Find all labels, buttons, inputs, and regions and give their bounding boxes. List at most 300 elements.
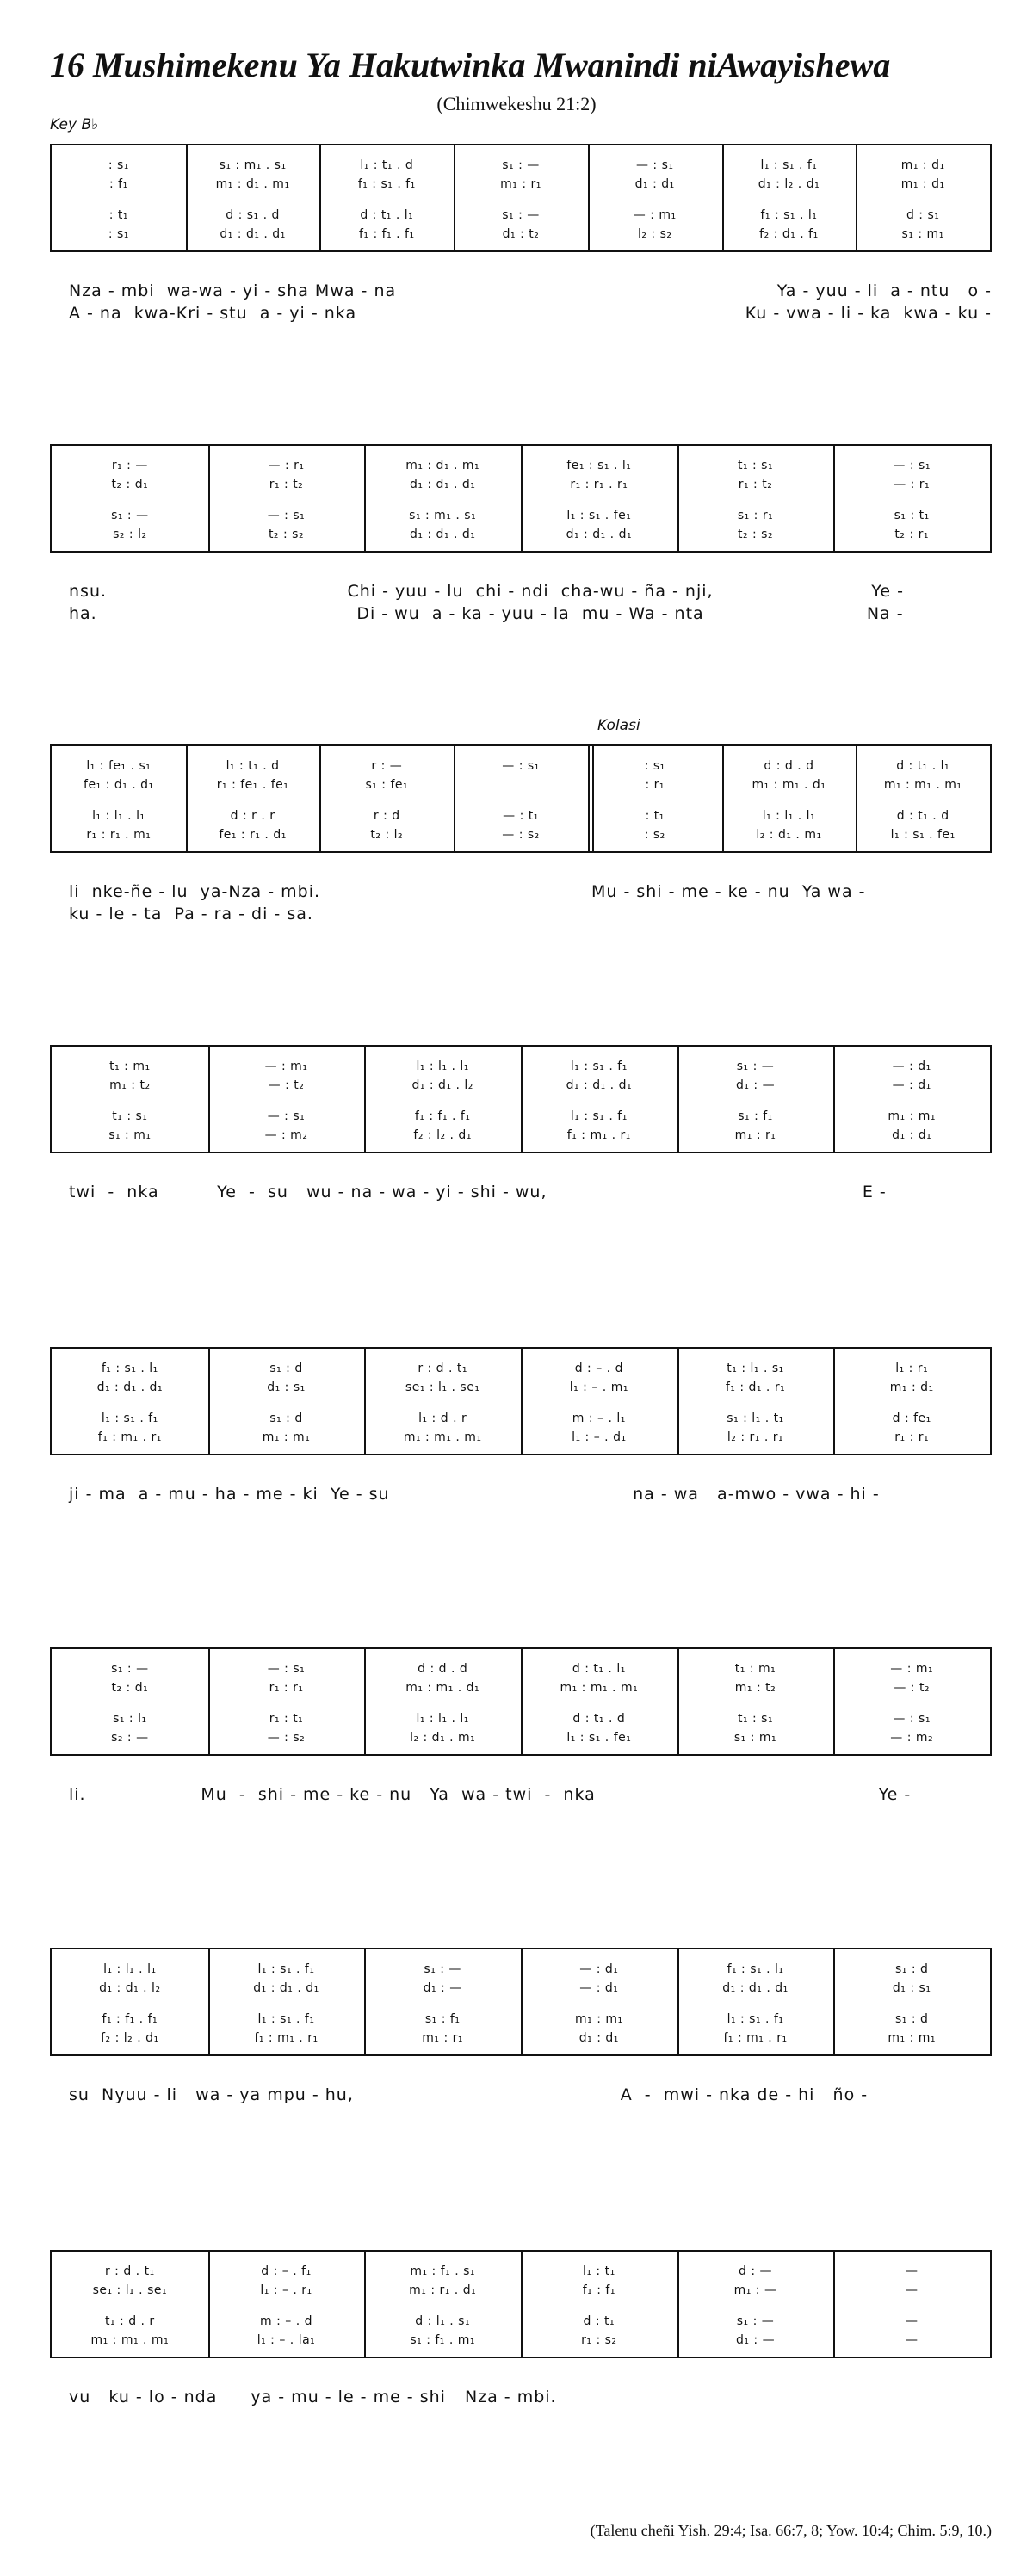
solfa-note: — : t₁ [503,809,539,823]
lyric-segment [866,880,992,903]
solfa-note: — [905,2333,919,2347]
solfa-note: d : d . d [418,1662,468,1676]
solfa-note: — : s₁ [635,158,674,172]
solfa-note: s₁ : f₁ [738,1109,773,1123]
solfa-note: r : d [373,809,400,823]
lyric-segment [478,2084,602,2106]
solfa-note: — : m₂ [264,1128,308,1142]
lyric-line [50,2408,992,2431]
solfa-note: s₁ : d [894,2012,929,2026]
solfa-note: l₁ : s₁ . f₁ [570,1109,628,1123]
solfa-note: s₁ : d [894,1962,929,1976]
solfa-note: s₁ : l₁ . t₁ [727,1412,784,1425]
solfa-note: l₁ : s₁ . f₁ [257,2012,315,2026]
solfa-note: fe₁ : d₁ . d₁ [84,778,154,792]
lyric-segment: su Nyuu - li wa - ya mpu - hu, [69,2085,354,2104]
solfa-note: r₁ : r₁ [269,1681,304,1695]
solfa-note: l₁ : s₁ . fe₁ [566,509,632,522]
solfa-note: d₁ : d₁ [634,177,675,191]
lyric-segment [238,1203,427,1226]
solfa-note: r₁ : fe₁ . fe₁ [216,778,289,792]
solfa-note: f₁ : s₁ . f₁ [357,177,416,191]
lyric-segment [803,2408,992,2431]
lyric-segment [516,280,637,302]
lyric-line [50,580,992,602]
solfa-note: l₁ : s₁ . f₁ [570,1059,628,1073]
solfa-note: r₁ : r₁ [894,1430,930,1444]
lyric-segment: ku - le - ta Pa - ra - di - sa. [69,905,313,924]
voice-part-row [52,1659,990,1678]
lyric-segment [803,1806,992,1828]
solfa-note: m₁ : d₁ . m₁ [215,177,290,191]
solfa-note: f₁ : d₁ . r₁ [725,1381,786,1394]
solfa-note: s₁ : f₁ . m₁ [410,2333,476,2347]
solfa-note: l₁ : t₁ [582,2264,615,2278]
solfa-note: f₁ : s₁ . l₁ [727,1962,784,1976]
solfa-note: l₁ : s₁ . f₁ [727,2012,784,2026]
solfa-note: d₁ : — [423,1981,462,1995]
lyric-segment [189,580,329,602]
solfa-note: m₁ : f₁ . s₁ [410,2264,476,2278]
solfa-note: m₁ : t₂ [734,1681,776,1695]
lyric-segment: li nke-ñe - lu ya-Nza - mbi. [69,882,321,901]
scripture-reference: (Chimwekeshu 21:2) [436,93,597,114]
solfa-note: — : r₁ [268,459,305,473]
solfa-note: t₁ : s₁ [737,459,774,473]
solfa-note: m₁ : r₁ [734,1128,776,1142]
solfa-note: s₁ : — [424,1962,461,1976]
voice-part-row [52,206,990,225]
solfa-note: d₁ : d₁ [578,2031,619,2045]
solfa-note: m₁ : m₁ [888,1109,936,1123]
lyric-segment [479,302,603,324]
voice-part-row [52,2010,990,2029]
solfa-note: s₁ : l₁ [113,1712,147,1726]
solfa-note: fe₁ : s₁ . l₁ [566,459,632,473]
solfa-note: t₁ : s₁ [112,1109,148,1123]
solfa-staff [50,1045,992,1153]
voice-part-row [52,757,990,775]
solfa-note: m₁ : d₁ . m₁ [405,459,480,473]
voice-part-row [52,1126,990,1145]
lyric-segment [427,1806,615,1828]
lyric-segment: Ye - su wu - na - wa - yi - shi - wu, [217,1183,547,1202]
lyric-segment: A - mwi - nka de - hi ño - [620,2085,869,2104]
solfa-note: d₁ : d₁ . d₁ [253,1981,319,1995]
solfa-staff [50,1948,992,2056]
lyric-segment: ha. [69,604,97,623]
voice-part-row [52,1076,990,1095]
lyric-segment [238,1806,427,1828]
solfa-note: s₁ : m₁ [901,227,944,241]
solfa-note: d : – . f₁ [261,2264,312,2278]
lyric-segment [615,1806,803,1828]
solfa-note: f₁ : f₁ . f₁ [414,1109,471,1123]
lyric-line [50,280,992,302]
lyric-segment: ji - ma a - mu - ha - me - ki Ye - su [69,1485,390,1504]
voice-part-row [52,2262,990,2281]
solfa-note: d₁ : — [735,2333,776,2347]
lyric-segment: Na - [866,604,904,623]
solfa-note: l₁ : – . la₁ [257,2333,316,2347]
solfa-note: — : d₁ [892,1078,931,1092]
lyric-segment: E - [862,1183,887,1202]
lyric-segment [628,2386,809,2408]
solfa-note: t₁ : s₁ [737,1712,774,1726]
voice-part-row [52,2331,990,2350]
solfa-staff [50,744,992,853]
solfa-note: — : s₁ [893,1712,931,1726]
solfa-note: r : d . t₁ [104,2264,155,2278]
lyric-segment: vu ku - lo - nda [69,2388,218,2406]
solfa-note: s₁ : fe₁ [365,778,409,792]
lyric-segment [313,903,483,925]
solfa-note: — : t₂ [894,1681,931,1695]
solfa-note: l₁ : s₁ . fe₁ [890,828,956,842]
lyric-segment: Nza - mbi. [464,2388,557,2406]
voice-part-row [52,175,990,194]
solfa-note: r₁ : t₁ [269,1712,304,1726]
solfa-note: t₁ : d . r [104,2314,155,2328]
solfa-note: d₁ : d₁ . l₂ [99,1981,161,1995]
solfa-note: s₂ : — [111,1731,149,1745]
solfa-note: s₁ : — [111,509,149,522]
solfa-note: s₁ : m₁ . s₁ [409,509,477,522]
solfa-note: s₁ : m₁ . s₁ [219,158,287,172]
solfa-note: m : – . d [260,2314,312,2328]
voice-part-row [52,456,990,475]
solfa-note: d : d . d [764,759,814,773]
lyric-segment [696,1181,844,1203]
solfa-note: f₂ : d₁ . f₁ [759,227,819,241]
solfa-note: m₁ : — [733,2283,777,2297]
solfa-note: t₂ : d₁ [111,1681,149,1695]
lyric-segment [396,280,516,302]
solfa-note: d₁ : d₁ . d₁ [409,478,476,491]
solfa-note: : t₁ [645,809,665,823]
solfa-note: d₁ : d₁ [892,1128,932,1142]
lyric-segment [354,2084,478,2106]
solfa-note: l₁ : – . m₁ [569,1381,628,1394]
solfa-note: — : s₂ [502,828,540,842]
solfa-note: — : s₁ [893,459,931,473]
lyric-segment [483,903,653,925]
solfa-note: l₁ : t₁ . d [360,158,414,172]
solfa-note: f₁ : m₁ . r₁ [566,1128,631,1142]
solfa-note: m : – . l₁ [572,1412,626,1425]
solfa-note: — : s₁ [267,1662,306,1676]
lyric-line [50,1806,992,1828]
voice-part-row [52,1728,990,1747]
solfa-note: r₁ : r₁ . r₁ [570,478,628,491]
solfa-note: — : m₂ [890,1731,934,1745]
solfa-note: d : s₁ [906,208,940,222]
solfa-note: f₁ : s₁ . l₁ [101,1362,158,1375]
lyric-segment [50,1505,238,1528]
solfa-note: — : s₁ [267,509,306,522]
solfa-note: r : d . t₁ [418,1362,468,1375]
key-signature: Key B♭ [50,116,99,133]
lyric-segment [803,1203,992,1226]
voice-part-row [52,1107,990,1126]
solfa-note: m₁ : r₁ . d₁ [409,2283,477,2297]
solfa-note: d : t₁ [583,2314,615,2328]
solfa-note: s₂ : l₂ [113,528,147,541]
lyric-line [50,1505,992,1528]
solfa-note: s₁ : — [736,1059,775,1073]
solfa-note: se₁ : l₁ . se₁ [405,1381,480,1394]
solfa-note: l₁ : r₁ [895,1362,929,1375]
solfa-note: d₁ : d₁ . d₁ [566,1078,633,1092]
solfa-note: l₁ : l₁ . l₁ [762,809,816,823]
solfa-note: l₁ : – . d₁ [572,1430,627,1444]
solfa-note: m₁ : m₁ [888,2031,936,2045]
solfa-note: s₁ : m₁ [108,1128,152,1142]
solfa-note: s₁ : d [269,1362,303,1375]
solfa-note: f₁ : m₁ . r₁ [254,2031,319,2045]
lyric-segment: ya - mu - le - me - shi [251,2388,446,2406]
lyric-line [50,1483,992,1505]
lyric-line [50,1203,992,1226]
solfa-note: m₁ : d₁ [889,1381,934,1394]
solfa-note: — [905,2264,919,2278]
solfa-note: r₁ : r₁ . m₁ [86,828,152,842]
voice-part-row [52,1057,990,1076]
voice-part-row [52,1979,990,1998]
solfa-note: t₁ : m₁ [109,1059,151,1073]
solfa-note: t₂ : s₂ [268,528,305,541]
solfa-note: s₁ : — [502,158,540,172]
voice-part-row [52,1960,990,1979]
solfa-note: d : l₁ . s₁ [415,2314,471,2328]
voice-part-row [52,1359,990,1378]
solfa-staff [50,1647,992,1756]
solfa-note: : r₁ [645,778,665,792]
solfa-note: s₁ : r₁ [737,509,774,522]
lyric-segment [427,1203,615,1226]
solfa-note: — : d₁ [579,1981,619,1995]
lyric-segment [615,2106,803,2128]
chorus-label: Kolasi [597,717,640,734]
lyric-segment: nsu. [69,582,108,601]
solfa-note: m₁ : m₁ . m₁ [560,1681,639,1695]
solfa-staff [50,444,992,553]
voice-part-row [52,1678,990,1697]
lyric-segment [427,2408,615,2431]
voice-part-row [52,225,990,244]
solfa-note: d₁ : d₁ . d₁ [409,528,476,541]
solfa-note: t₁ : l₁ . s₁ [727,1362,784,1375]
solfa-note: — : m₁ [890,1662,934,1676]
lyric-segment [238,2106,427,2128]
solfa-note: d : t₁ . l₁ [360,208,414,222]
solfa-note [454,775,588,794]
solfa-note: l₂ : d₁ . m₁ [756,828,822,842]
lyric-segment [427,2106,615,2128]
voice-part-row [52,1378,990,1397]
solfa-note: t₂ : d₁ [111,478,149,491]
voice-part-row [52,775,990,794]
solfa-note: — : d₁ [892,1059,931,1073]
solfa-note: s₁ : t₁ [894,509,930,522]
lyric-segment [390,1483,502,1505]
solfa-note: f₂ : l₂ . d₁ [101,2031,159,2045]
lyric-segment [427,1505,615,1528]
footer-references: (Talenu cheñi Yish. 29:4; Isa. 66:7, 8; Yow. 10:4; Chim. 5:9, 10.) [590,2522,992,2539]
lyric-segment [803,1505,992,1528]
voice-part-row [52,806,990,825]
lyric-segment [615,1505,803,1528]
voice-part-row [52,475,990,494]
lyric-segment [603,302,727,324]
solfa-note: l₁ : t₁ . d [226,759,280,773]
solfa-note: f₁ : f₁ . f₁ [102,2012,158,2026]
voice-part-row [52,2029,990,2048]
lyric-segment [50,1203,238,1226]
solfa-note: d₁ : s₁ [892,1981,931,1995]
solfa-note: m₁ : r₁ [422,2031,464,2045]
lyric-segment: Nza - mbi wa-wa - yi - sha Mwa - na [69,281,397,300]
solfa-note: l₂ : r₁ . r₁ [727,1430,784,1444]
lyric-segment: Ye - [878,1785,912,1804]
solfa-note: r : — [371,759,403,773]
solfa-note: : t₁ [108,208,128,222]
lyric-segment [356,302,479,324]
lyric-segment: Di - wu a - ka - yuu - la mu - Wa - nta [356,604,704,623]
lyric-segment [320,880,446,903]
solfa-note: t₂ : r₁ [894,528,929,541]
solfa-note: l₁ : fe₁ . s₁ [86,759,152,773]
hymn-number: 16 [50,46,84,84]
solfa-note: d₁ : d₁ . l₂ [411,1078,473,1092]
lyric-segment: Mu - shi - me - ke - nu Ya wa - [591,882,866,901]
lyric-segment [50,2106,238,2128]
lyric-segment: li. [69,1785,86,1804]
lyric-line [50,1181,992,1203]
solfa-note: t₁ : m₁ [734,1662,776,1676]
solfa-note: fe₁ : r₁ . d₁ [219,828,287,842]
solfa-note: se₁ : l₁ . se₁ [92,2283,168,2297]
solfa-note: d : t₁ . d [572,1712,626,1726]
solfa-note: d : — [739,2264,773,2278]
solfa-staff [50,1347,992,1455]
lyric-segment: Chi - yuu - lu chi - ndi cha-wu - ña - nji, [347,582,714,601]
solfa-note: d : s₁ . d [226,208,280,222]
solfa-note: d : fe₁ [892,1412,931,1425]
solfa-note: s₁ : m₁ [733,1731,777,1745]
solfa-note: m₁ : m₁ [575,2012,623,2026]
lyric-segment [615,1203,803,1226]
solfa-note: l₁ : l₁ . l₁ [416,1712,469,1726]
lyric-segment: Ya - yuu - li a - ntu o - [776,281,992,300]
solfa-note: s₁ : f₁ [424,2012,461,2026]
solfa-note: l₁ : s₁ . f₁ [760,158,818,172]
lyric-segment [50,1806,238,1828]
solfa-note: l₁ : s₁ . f₁ [257,1962,315,1976]
solfa-note: m₁ : m₁ . m₁ [90,2333,170,2347]
voice-part-row [52,1709,990,1728]
lyric-segment [803,2106,992,2128]
lyric-segment [638,280,758,302]
solfa-note: f₁ : f₁ [582,2283,615,2297]
solfa-note: l₁ : s₁ . f₁ [101,1412,158,1425]
solfa-note: d₁ : l₂ . d₁ [758,177,820,191]
solfa-note: l₁ : l₁ . l₁ [416,1059,469,1073]
solfa-note: : s₁ [108,227,129,241]
solfa-note: m₁ : d₁ [900,158,945,172]
solfa-note: r₁ : s₂ [581,2333,617,2347]
solfa-note: — : d₁ [579,1962,619,1976]
solfa-note: — : r₁ [894,478,931,491]
lyric-segment [238,2408,427,2431]
solfa-note: d : – . d [574,1362,623,1375]
voice-part-row [52,825,990,844]
lyric-segment: na - wa a-mwo - vwa - hi - [633,1485,880,1504]
solfa-note: t₂ : l₂ [370,828,404,842]
voice-part-row [52,1409,990,1428]
solfa-note: m₁ : r₁ [500,177,541,191]
solfa-note: m₁ : m₁ . d₁ [752,778,826,792]
lyric-segment: twi - nka [69,1183,159,1202]
lyric-segment [810,2386,992,2408]
solfa-note: l₂ : s₂ [637,227,672,241]
lyric-segment [194,602,337,625]
solfa-note: m₁ : m₁ . m₁ [883,778,962,792]
solfa-note: l₂ : d₁ . m₁ [410,1731,476,1745]
solfa-note: f₁ : f₁ . f₁ [359,227,415,241]
solfa-note: — : t₂ [268,1078,305,1092]
solfa-note: — : m₁ [633,208,677,222]
lyric-segment [447,880,572,903]
voice-part-row [52,1428,990,1447]
lyric-line [50,880,992,903]
solfa-note: m₁ : m₁ [262,1430,311,1444]
lyric-segment [502,1483,614,1505]
solfa-note: d : t₁ . l₁ [896,759,950,773]
hymn-title: Mushimekenu Ya Hakutwinka Mwanindi niAwayishewa [93,46,891,84]
solfa-note: f₁ : m₁ . r₁ [97,1430,162,1444]
lyric-line [50,2084,992,2106]
lyric-segment [880,1483,992,1505]
lyric-segment [727,1783,859,1806]
lyric-segment [596,1783,727,1806]
lyric-line [50,302,992,324]
solfa-note: d₁ : d₁ . d₁ [566,528,633,541]
voice-part-row [52,2281,990,2300]
solfa-note: — : s₁ [502,759,540,773]
lyric-segment [704,602,848,625]
solfa-note: — [905,2314,919,2328]
lyric-line [50,2106,992,2128]
lyric-segment [238,1505,427,1528]
solfa-note: d₁ : d₁ . d₁ [96,1381,164,1394]
solfa-note: r₁ : t₂ [738,478,773,491]
solfa-note: d : t₁ . l₁ [572,1662,626,1676]
solfa-note: l₁ : d . r [418,1412,467,1425]
voice-part-row [52,506,990,525]
solfa-note: l₁ : – . r₁ [260,2283,312,2297]
lyric-line [50,1783,992,1806]
voice-part-row [52,156,990,175]
lyric-segment [714,580,853,602]
lyric-line [50,2386,992,2408]
solfa-note: d : r . r [230,809,275,823]
lyric-segment [822,903,992,925]
solfa-note: : s₁ [644,759,665,773]
solfa-note: t₂ : s₂ [737,528,774,541]
solfa-note: : f₁ [109,177,128,191]
lyric-segment: Ye - [871,582,904,601]
